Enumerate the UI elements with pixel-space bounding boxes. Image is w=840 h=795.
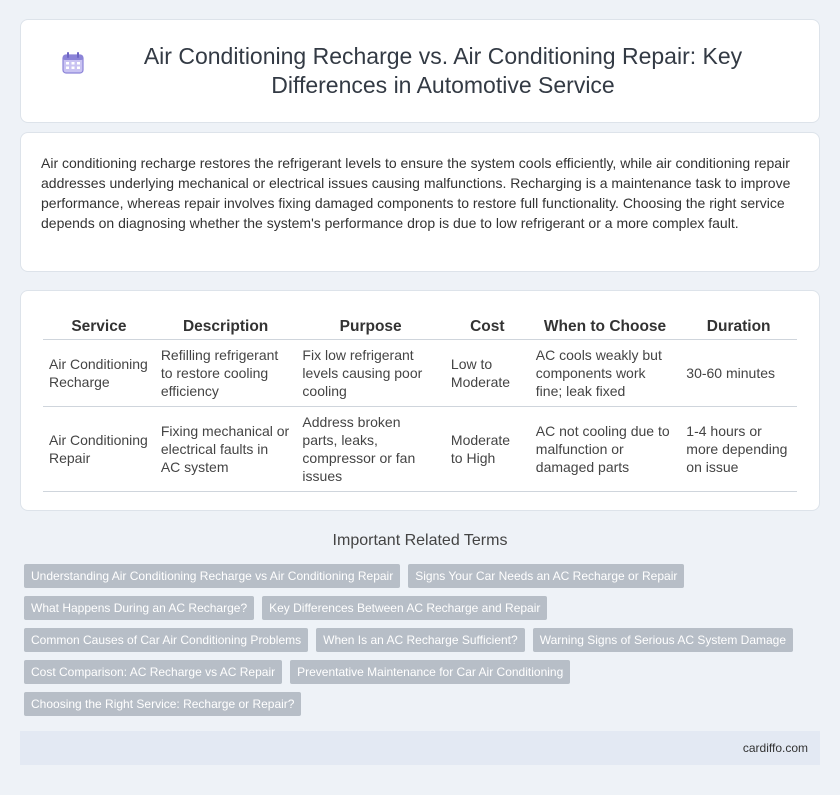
column-header: When to Choose bbox=[530, 315, 681, 340]
footer-site-link[interactable]: cardiffo.com bbox=[742, 741, 808, 755]
comparison-table bbox=[43, 315, 797, 492]
table-cell: Low to Moderate bbox=[445, 340, 530, 407]
column-header: Purpose bbox=[296, 315, 444, 340]
table-cell: Fix low refrigerant levels causing poor cooling bbox=[296, 340, 444, 407]
calendar-icon bbox=[60, 50, 86, 76]
column-header: Duration bbox=[680, 315, 797, 340]
related-term-link[interactable]: What Happens During an AC Recharge? bbox=[24, 596, 254, 620]
table-cell: 1-4 hours or more depending on issue bbox=[680, 407, 797, 492]
table-cell: Fixing mechanical or electrical faults in AC system bbox=[155, 407, 297, 492]
table-cell: Address broken parts, leaks, compressor or fan issues bbox=[296, 407, 444, 492]
table-cell: Air Conditioning Recharge bbox=[43, 340, 155, 407]
related-term-link[interactable]: Signs Your Car Needs an AC Recharge or Repair bbox=[408, 564, 684, 588]
column-header: Description bbox=[155, 315, 297, 340]
table-cell: AC not cooling due to malfunction or damaged parts bbox=[530, 407, 681, 492]
table-cell: 30-60 minutes bbox=[680, 340, 797, 407]
table-row bbox=[43, 340, 797, 407]
related-term-link[interactable]: Cost Comparison: AC Recharge vs AC Repair bbox=[24, 660, 282, 684]
table-header-row bbox=[43, 315, 797, 340]
table-cell: AC cools weakly but components work fine; leak fixed bbox=[530, 340, 681, 407]
related-terms-list bbox=[24, 564, 824, 724]
related-term-link[interactable]: When Is an AC Recharge Sufficient? bbox=[316, 628, 525, 652]
column-header: Cost bbox=[445, 315, 530, 340]
related-terms-heading: Important Related Terms bbox=[332, 532, 508, 549]
related-term-link[interactable]: Key Differences Between AC Recharge and Repair bbox=[262, 596, 547, 620]
related-term-link[interactable]: Common Causes of Car Air Conditioning Problems bbox=[24, 628, 308, 652]
table-row bbox=[43, 407, 797, 492]
table-cell: Moderate to High bbox=[445, 407, 530, 492]
related-term-link[interactable]: Choosing the Right Service: Recharge or Repair? bbox=[24, 692, 301, 716]
header-card bbox=[20, 19, 820, 123]
footer bbox=[20, 731, 820, 765]
table-cell: Refilling refrigerant to restore cooling efficiency bbox=[155, 340, 297, 407]
page-title: Air Conditioning Recharge vs. Air Conditioning Repair: Key Differences in Automotive Service bbox=[143, 43, 743, 98]
related-term-link[interactable]: Understanding Air Conditioning Recharge vs Air Conditioning Repair bbox=[24, 564, 400, 588]
column-header: Service bbox=[43, 315, 155, 340]
comparison-table-card bbox=[20, 290, 820, 511]
intro-card bbox=[20, 132, 820, 272]
related-term-link[interactable]: Warning Signs of Serious AC System Damage bbox=[533, 628, 793, 652]
table-cell: Air Conditioning Repair bbox=[43, 407, 155, 492]
intro-text: Air conditioning recharge restores the refrigerant levels to ensure the system cools efficiently, while air conditioning repair addresses underlying mechanical or electrical issues causing malfunctions. Recharging is a maintenance task to improve performance, whereas repair involves fixing damaged components to restore full functionality. Choosing the right service depends on diagnosing whether the system's performance drop is due to low refrigerant or a more complex fault. bbox=[41, 155, 791, 231]
related-term-link[interactable]: Preventative Maintenance for Car Air Conditioning bbox=[290, 660, 570, 684]
